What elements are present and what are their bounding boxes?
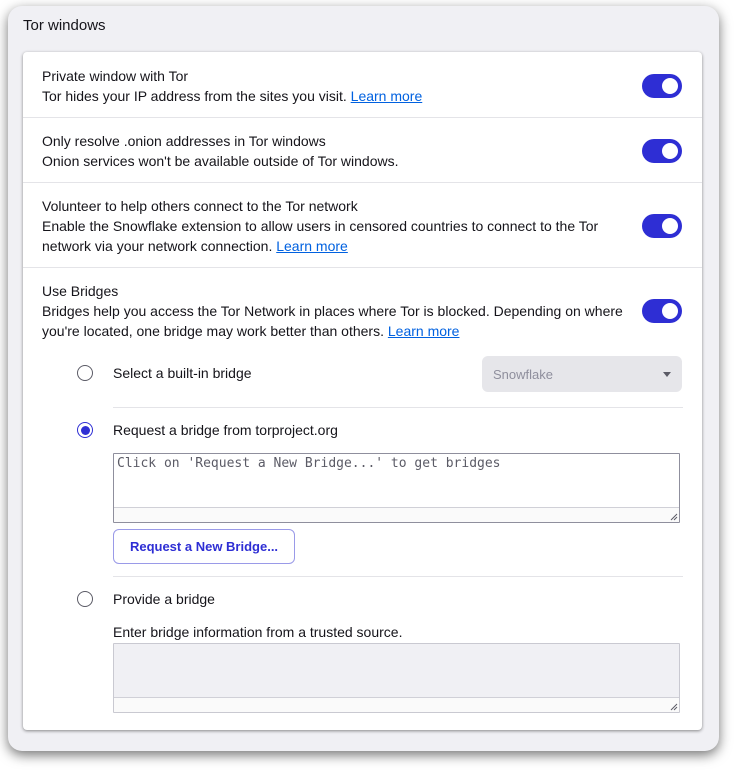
builtin-bridge-label: Select a built-in bridge [113, 365, 252, 381]
builtin-bridge-radio[interactable] [77, 365, 93, 381]
divider [113, 407, 683, 408]
request-bridge-label: Request a bridge from torproject.org [113, 422, 338, 438]
snowflake-toggle[interactable] [642, 214, 682, 238]
setting-title: Only resolve .onion addresses in Tor windows [42, 133, 326, 149]
provide-bridge-label: Provide a bridge [113, 591, 215, 607]
setting-description: Tor hides your IP address from the sites you visit. [42, 88, 347, 104]
textarea-placeholder: Click on 'Request a New Bridge...' to get bridges [117, 456, 501, 471]
setting-onion-only [23, 117, 702, 183]
resize-grip-icon[interactable] [668, 701, 678, 711]
provide-bridge-radio[interactable] [77, 591, 93, 607]
setting-description: Enable the Snowflake extension to allow users in censored countries to connect to the Tor network via your network connection. [42, 218, 599, 254]
setting-description: Onion services won't be available outside of Tor windows. [42, 153, 399, 169]
resize-grip-icon[interactable] [668, 511, 678, 521]
provide-bridge-textarea[interactable] [113, 643, 680, 713]
divider [113, 576, 683, 577]
setting-use-bridges [23, 267, 702, 730]
tor-windows-panel [8, 6, 719, 751]
learn-more-link[interactable]: Learn more [276, 238, 348, 254]
setting-title: Private window with Tor [42, 68, 189, 84]
settings-card [23, 52, 702, 730]
provide-bridge-hint: Enter bridge information from a trusted source. [113, 624, 403, 640]
setting-private-window [23, 52, 702, 118]
panel-title: Tor windows [23, 17, 106, 34]
setting-title: Volunteer to help others connect to the Tor network [42, 198, 358, 214]
learn-more-link[interactable]: Learn more [350, 88, 423, 104]
chevron-down-icon [663, 372, 671, 377]
setting-title: Use Bridges [42, 283, 119, 299]
request-bridge-textarea[interactable] [113, 453, 680, 523]
use-bridges-toggle[interactable] [642, 299, 682, 323]
setting-description: Bridges help you access the Tor Network in places where Tor is blocked. Depending on where you're located, one bridge may work better than others. [42, 303, 623, 339]
request-new-bridge-button[interactable]: Request a New Bridge... [113, 529, 295, 564]
request-bridge-radio[interactable] [77, 422, 93, 438]
onion-only-toggle[interactable] [642, 139, 682, 163]
private-window-toggle[interactable] [642, 74, 682, 98]
builtin-bridge-select[interactable] [482, 356, 682, 392]
setting-snowflake [23, 182, 702, 268]
select-value: Snowflake [493, 367, 553, 382]
learn-more-link[interactable]: Learn more [387, 323, 460, 339]
